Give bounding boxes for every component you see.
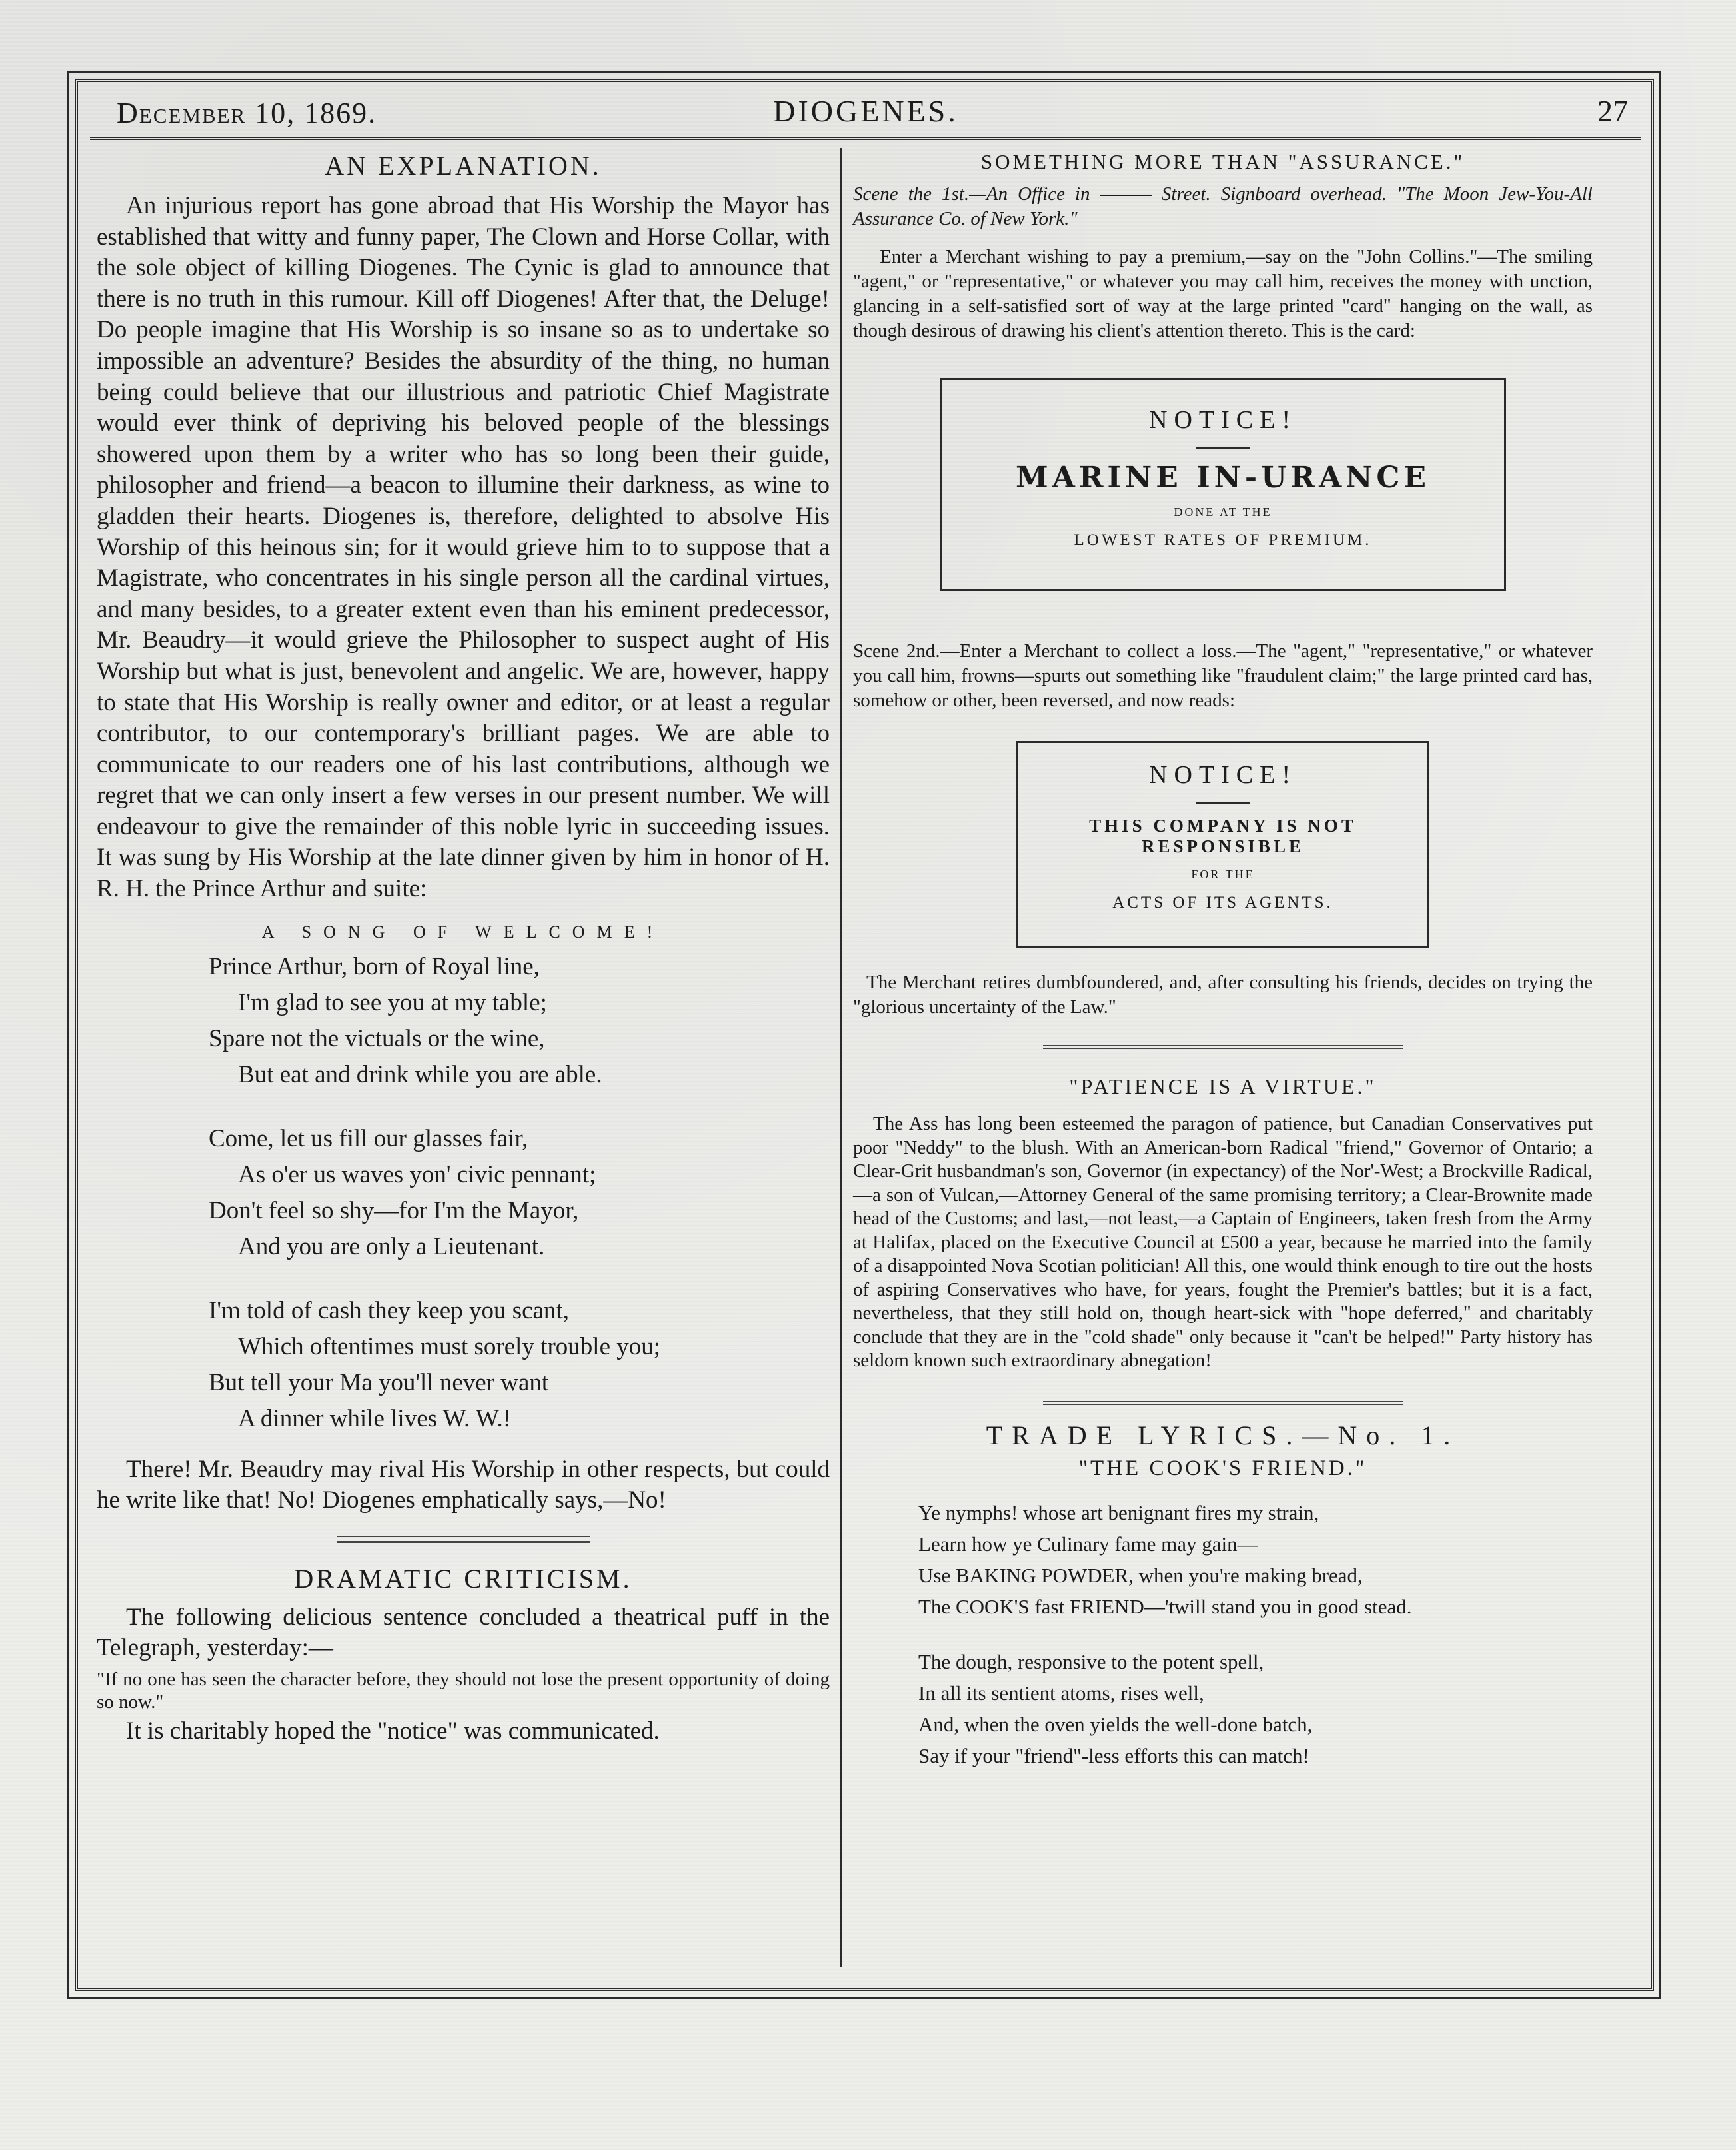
dramatic-outro: It is charitably hoped the "notice" was communicated. (126, 1717, 660, 1745)
song-stanza-1 (209, 949, 830, 1093)
dramatic-intro: The following delicious sentence concluded a theatrical puff in the Telegraph, yesterday:— (97, 1603, 830, 1662)
left-column (97, 150, 830, 1747)
verse-line: Learn how ye Culinary fame may gain— (918, 1532, 1258, 1556)
verse-line: And, when the oven yields the well-done batch, (918, 1712, 1313, 1736)
issue-date: December 10, 1869. (117, 97, 377, 129)
verse-line: But eat and drink while you are able. (238, 1060, 602, 1088)
lyric-stanza-1 (918, 1497, 1593, 1622)
verse-line: As o'er us waves yon' civic pennant; (238, 1160, 596, 1188)
right-column (853, 150, 1593, 1771)
notice-title: NOTICE! (1149, 761, 1297, 789)
verse-line: Spare not the victuals or the wine, (209, 1024, 545, 1052)
verse-line: I'm told of cash they keep you scant, (209, 1296, 569, 1324)
scene-one-direction: Scene the 1st.—An Office in ——— Street. Signboard overhead. "The Moon Jew-You-All Assurance Co. of New York." (853, 183, 1593, 229)
trade-lyrics-subheading: "THE COOK'S FRIEND." (1078, 1456, 1367, 1480)
verse-line: A dinner while lives W. W.! (238, 1404, 512, 1432)
assurance-heading: SOMETHING MORE THAN "ASSURANCE." (980, 150, 1465, 173)
verse-line: Don't feel so shy—for I'm the Mayor, (209, 1196, 579, 1224)
dramatic-quote: "If no one has seen the character before, they should not lose the present opportunity of doing so now." (97, 1669, 830, 1713)
patience-heading: "PATIENCE IS A VIRTUE." (1069, 1074, 1377, 1098)
masthead (90, 88, 1641, 140)
verse-line: Use BAKING POWDER, when you're making bread, (918, 1563, 1363, 1587)
section-rule (1043, 1044, 1403, 1050)
scene-two-text: Scene 2nd.—Enter a Merchant to collect a loss.—The "agent," "representative," or whatever you call him, frowns—spurts out something like "fraudulent claim;" the large printed card has, somehow or other, been reversed, and now reads: (853, 640, 1593, 711)
explanation-heading: AN EXPLANATION. (325, 151, 602, 181)
verse-line: In all its sentient atoms, rises well, (918, 1681, 1204, 1705)
verse-line: The COOK'S fast FRIEND—'twill stand you in good stead. (918, 1594, 1412, 1618)
song-closing: There! Mr. Beaudry may rival His Worship in other respects, but could he write like that! No! Diogenes emphatically says,—No! (97, 1455, 830, 1514)
notice-title: NOTICE! (1149, 406, 1297, 434)
notice-small-text: DONE AT THE (1174, 505, 1272, 519)
notice-dash (1196, 802, 1250, 804)
verse-line: Which oftentimes must sorely trouble you; (238, 1332, 661, 1360)
notice-main-text: MARINE IN-URANCE (1016, 461, 1430, 495)
notice-footer-text: ACTS OF ITS AGENTS. (1112, 894, 1333, 912)
song-title: A SONG OF WELCOME! (261, 922, 665, 942)
verse-line: Come, let us fill our glasses fair, (209, 1124, 528, 1152)
patience-body: The Ass has long been esteemed the paragon of patience, but Canadian Conservatives put poor "Neddy" to the blush. With an American-born Radical "friend," Governor of Ontario; a Clear-Grit husbandman's son, Governor (in expectancy) of the Nor'-West; a Brockville Radical,—a son of Vulcan,—Attorney General of the same promising territory; a Clear-Brownite made head of the Customs; and last,—not least,—a Captain of Engineers, taken fresh from the Army at Halifax, placed on the Executive Council at £500 a year, because he married into the family of a disappointed Nova Scotian politician! All this, one would think enough to tire out the hosts of aspiring Conservatives who have, for years, fought the Premier's battles; but it is a fact, nevertheless, that they still hold on, though heart-sick with "hope deferred," and charitably conclude that they are in the "cold shade" only because it "can't be helped!" Party history has seldom known such extraordinary abnegation! (853, 1113, 1593, 1371)
dramatic-heading: DRAMATIC CRITICISM. (294, 1563, 632, 1594)
notice-main-text: THIS COMPANY IS NOT RESPONSIBLE (1089, 816, 1357, 856)
column-divider (840, 148, 842, 1967)
verse-line: The dough, responsive to the potent spell, (918, 1649, 1264, 1673)
section-rule (337, 1536, 590, 1543)
verse-line: And you are only a Lieutenant. (238, 1232, 545, 1260)
trade-lyrics-heading: TRADE LYRICS.—No. 1. (986, 1420, 1460, 1450)
notice-card-disclaimer (1016, 741, 1429, 948)
song-stanza-2 (209, 1121, 830, 1265)
assurance-closing: The Merchant retires dumbfoundered, and, after consulting his friends, decides on trying the "glorious uncertainty of the Law." (853, 972, 1593, 1018)
verse-line: But tell your Ma you'll never want (209, 1368, 549, 1396)
section-rule (1043, 1400, 1403, 1406)
page-number: 27 (1597, 94, 1628, 128)
verse-line: Ye nymphs! whose art benignant fires my strain, (918, 1500, 1319, 1524)
verse-line: Prince Arthur, born of Royal line, (209, 952, 540, 980)
explanation-body: An injurious report has gone abroad that His Worship the Mayor has established that witty and funny paper, The Clown and Horse Collar, with the sole object of killing Diogenes. The Cynic is glad to announce that there is no truth in this rumour. Kill off Diogenes! After that, the Deluge! Do people imagine that His Worship is so insane so as to undertake so impossible an adventure? Besides the absurdity of the thing, no human being could believe that our illustrious and patriotic Chief Magistrate would ever think of depriving his beloved people of the blessings showered upon them by a writer who has so long been their guide, philosopher and friend—a beacon to illumine their darkness, as wine to gladden their hearts. Diogenes is, therefore, delighted to absolve His Worship of this heinous sin; for it would grieve him to to suppose that a Magistrate, who concentrates in his single person all the cardinal virtues, and many besides, to a greater extent even than his eminent predecessor, Mr. Beaudry—it would grieve the Philosopher to suspect aught of His Worship but what is just, benevolent and angelic. We are, however, happy to state that His Worship is really owner and editor, or at least a regular contributor, to our contemporary's brilliant pages. We are able to communicate to our readers one of his last contributions, although we regret that we can only insert a few verses in our present number. We will endeavour to give the remainder of this noble lyric in succeeding issues. It was sung by His Worship at the late dinner given by him in honor of H. R. H. the Prince Arthur and suite: (97, 192, 830, 903)
notice-dash (1196, 447, 1250, 449)
scene-one-text: Enter a Merchant wishing to pay a premium,—say on the "John Collins."—The smiling "agent," or "representative," or whatever you may call him, receives the money with unction, glancing in a self-satisfied sort of way at the large printed "card" hanging on the wall, as though desirous of drawing his client's attention thereto. This is the card: (853, 246, 1593, 341)
lyric-stanza-2 (918, 1646, 1593, 1771)
song-stanza-3 (209, 1293, 830, 1437)
notice-card-marine (940, 378, 1506, 591)
verse-line: I'm glad to see you at my table; (238, 988, 547, 1016)
verse-line: Say if your "friend"-less efforts this can match! (918, 1743, 1309, 1767)
notice-footer-text: LOWEST RATES OF PREMIUM. (1074, 531, 1372, 549)
publication-title: DIOGENES. (773, 94, 958, 128)
notice-small-text: FOR THE (1191, 868, 1255, 881)
